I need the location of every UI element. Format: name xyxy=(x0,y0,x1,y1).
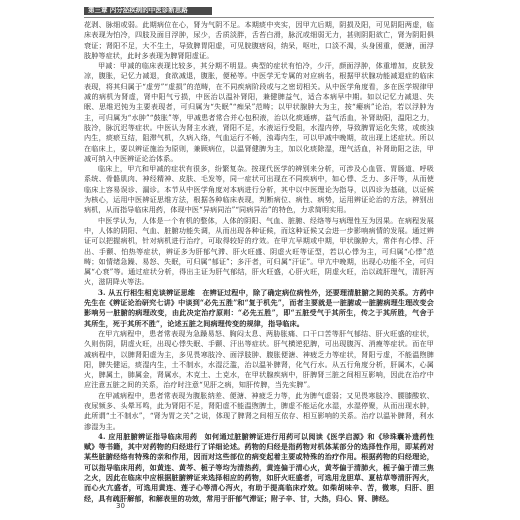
section-paragraph: 4. 应用脏腑辨证指导临床用药 如何通过脏腑辨证进行用药可以阅读《医学启源》和《珍珠囊补遗药性赋》等书籍，其中对药物的归经进行了详细论述。药物的归经是指药物对机体某部分的选择性作用，即某药对某些脏腑经络有特殊的亲和作用，因而对这些部位的病变起着主要或特殊的治疗作用。根据药物的归经理论，可以指导临床用药，如黄连、黄芩、栀子等均为清热药，黄连偏于清心火，黄芩偏于清肺火，栀子偏于清三焦之火，因此在临床中应根据脏腑辨证来选择相应的药物，如肝火旺盛者，可选用龙胆草、夏枯草等清肝泻火，而心火亢盛者，可选用黄连、莲子心等清心泻火，有助于提高临床疗效。如柴胡味辛、苦，微寒，归肝、胆经，具有疏肝解郁，和解表里的功效，常用于肝郁气滞证；附子辛、甘，大热，归心、肾、脾经。 xyxy=(84,431,434,503)
body-paragraph: 甲减：甲减的临床表现比较多，其分期不明显。典型的症状有怕冷，少汗，颜面浮肿，体重增加，皮肤发凉，腹胀，记忆力减退，食欲减退，腹胀，便秘等。中医学无专属的对应病名，根据甲状腺功能减退症的临床表现，将其归属于“虚劳”“虚损”的范畴，在不同疾病阶段或与之密切相关。从中医学角度看，多在医学规律甲减的病机为肾虚，肾中阳气亏损，中医治以温补肾阳，兼健脾益气，适合本病早中期。如以记忆力减退、失眠、思维迟钝为主要表现者，可归属为“失眠”“痴呆”范畴；以甲状腺肿大为主，按“瘿病”论治，若以浮肿为主，可归属为“水肿”“鼓胀”等，甲减患者常合并心包积液，治以化痰通痹，益气活血，补肾助阳，温阳之力，肢冷，脉沉迟等症状。中医认为肾主水液，肾阳不足，水液运行受阻，水湿内停，导致脾胃运化失常，或痰浊内生，痰瘀互结，阻滞气机，久病入络，气血运行不畅，浊毒内生，可以甲减中晚期，故出现上述症状。所以在临床上，要以辨证施治为原则，兼顾病位，以温肾健脾为主，加以化痰除湿，理气活血，补肾助阳之法，甲减可纳入中医辨证论治体系。 xyxy=(84,61,434,163)
body-paragraph: 临床上，甲亢和甲减的症状有很多，纷繁复杂。按现代医学的辨别来分析，可涉及心血管、胃肠道、呼吸系统、骨骼肌肉、神经精神、皮肤、毛发等，同一症状可出现在不同疾病中，如心悸、乏力、多汗等，从而使临床上容易误诊、漏诊。本节从中医学角度对本病进行分析，其中以中医理论为指导，以四诊为基础，以证候为核心，运用中医辨证思维方法，根据各种临床表现，判断病位、病性、病势，运用辨证论治的方法，辨别出病机，从而指导临床用药，体现中医“异病同治”“同病异治”的特色，力求简明实用。 xyxy=(84,164,434,215)
section-paragraph: 3. 从五行相生相克谈辨证思维 在辨证过程中，除了确定病位病性外，还要理清脏腑之间的关系。方药中先生在《辨证论治研究七讲》中谈到“必先五胜”和“复于机先”，而者主要就是一脏腑或一脏腑病理生理改变会影响另一脏腑的病理改变，由此决定治疗原则：“必先五胜”，即“五脏受气于其所生，传之于其所胜，气舍于其所生，死于其所不胜”，论述五脏之间病理传变的规律，指导临床。 xyxy=(84,287,434,328)
body-paragraph: 在甲减病程中，患者常表现为腹胀纳差、便溏、神疲乏力等，此为脾气虚弱；又见畏寒肢冷、腰膝酸软、夜尿频多、头晕耳鸣，此为肾阳不足，肾阳虚不能温煦脾土，脾虚不能运化水湿，水湿停聚，从而出现水肿，此所谓“土不制水”，“肾为胃之关”之说，体现了脾肾之间相互依存、相互影响的关系。治疗以温补脾肾，利水渗湿为主。 xyxy=(84,390,434,431)
body-paragraph: 花剥、脉细或弱。此期病位在心，肾为气阴不足。本期痰中夹实，因甲亢后期，阴损及阳，可见阴阳两虚，临床表现为怕冷，四肢及面目浮肿，尿少，舌质淡胖，舌苔白滑，脉沉或细弱无力，甚则阴阳欲亡，肾为阴阳俱衰证；肾阳不足，大不生土，导致脾胃阳虚，可见脘腹痞闷，纳呆，呕吐，口淡不渴，头身困重，便溏，面浮肢肿等症状，此时多表现为脾肾阳虚证。 xyxy=(84,20,434,60)
page-number: 30 xyxy=(116,502,125,510)
chapter-header-title: 第三章 内分泌疾病的中医诊断思路 xyxy=(88,6,188,14)
header-rule xyxy=(84,17,434,18)
body-paragraph: 在甲亢病程中，患者常表现为急躁易怒、胸闷太息、两胁胀痛、口干口苦等肝气郁结、肝火旺盛的症状，久则伤阴，阴虚火旺，出现心悸失眠、手颤、汗出等症状。肝气横逆犯脾，可出现腹泻、消瘦等症状。而在甲减病程中，以脾肾阳虚为主，多见畏寒肢冷、面浮肢肿、腹胀便溏、神疲乏力等症状，肾阳亏虚，不能温煦脾阳，脾失健运，痰湿内生，土不制水，水湿泛滥，治以温补脾肾，化气行水。从五行角度分析，肝属木，心属火，脾属土，肺属金，肾属水，木克土、土克水，在甲状腺疾病中，肝脾肾三脏之间相互影响，因此在治疗中应注意五脏之间的关系，治疗时注意“见肝之病，知肝传脾，当先实脾”。 xyxy=(84,328,434,390)
body-text xyxy=(84,20,434,503)
body-paragraph: 中医学认为，人体是一个有机的整体，人体的阴阳、气血、脏腑、经络等与病理性互为因果。在病程发展中，人体的阴阳、气血、脏腑功能失调，从而出现各种证候，而这种证候又会进一步影响病情的发展。通过辨证可以把握病机，针对病机进行治疗，可取得较好的疗效。在甲亢早期或中期，甲状腺肿大，常伴有心悸、汗出、手颤、怕热等症状，辨证多为肝郁气滞、肝火旺盛、阴虚火旺等证型，若以心悸为主，可归属“心悸”范畴；如情绪急躁、易怒、失眠，可归属“郁证”；多汗者，可归属“汗证”。甲亢中晚期，出现心功能不全，可归属“心衰”等。通过症状分析，得出主证为肝气郁结，肝火旺盛，心肝火旺，阴虚火旺，治以疏肝理气，清肝泻火，滋阴降火等法。 xyxy=(84,215,434,287)
